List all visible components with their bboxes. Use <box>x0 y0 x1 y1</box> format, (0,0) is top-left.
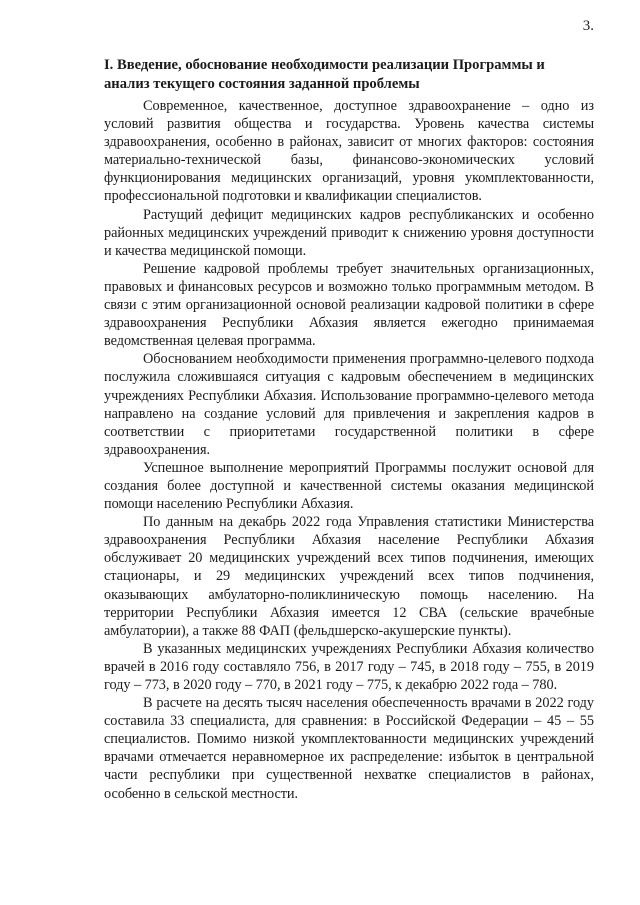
document-body <box>104 97 594 803</box>
paragraph: Растущий дефицит медицинских кадров республиканских и особенно районных медицинских учреждений приводит к снижению уровня доступности и качества медицинской помощи. <box>104 206 594 259</box>
paragraph: Современное, качественное, доступное здравоохранение – одно из условий развития общества и государства. Уровень качества системы здравоохранения, особенно в районах, зависит от многих факторов: состояния материально-технической базы, финансово-экономических условий функционирования медицинских организаций, уровня укомплектованности, профессиональной подготовки и квалификации специалистов. <box>104 98 594 205</box>
paragraph: Обоснованием необходимости применения программно-целевого подхода послужила сложившаяся ситуация с кадровым обеспечением в медицинских учреждениях Республики Абхазия. Использование программно-целевого метода направлено на создание условий для привлечения и закрепления кадров в соответствии с приоритетами государственной политики в сфере здравоохранения. <box>104 351 594 458</box>
paragraph: В расчете на десять тысяч населения обеспеченность врачами в 2022 году составила 33 специалиста, для сравнения: в Российской Федерации – 45 – 55 специалистов. Помимо низкой укомплектованности медицинских учреждений врачами отмечается неравномерное их распределение: избыток в центральной части республики при существенной нехватке специалистов в районах, особенно в сельской местности. <box>104 695 594 802</box>
paragraph: Решение кадровой проблемы требует значительных организационных, правовых и финансовых ресурсов и возможно только программным методом. В связи с этим организационной основой реализации кадровой политики в сфере здравоохранения Республики Абхазия является ежегодно принимаемая ведомственная целевая программа. <box>104 260 594 350</box>
paragraph: В указанных медицинских учреждениях Республики Абхазия количество врачей в 2016 году составляло 756, в 2017 году – 745, в 2018 году – 755, в 2019 году – 773, в 2020 году – 770, в 2021 году – 775, к декабрю 2022 года – 780. <box>104 640 594 693</box>
section-heading: I. Введение, обоснование необходимости реализации Программы и анализ текущего состояния заданной проблемы <box>104 57 545 92</box>
paragraph: Успешное выполнение мероприятий Программы послужит основой для создания более доступной и качественной системы оказания медицинской помощи населению Республики Абхазия. <box>104 459 594 513</box>
page-number: 3. <box>582 18 594 34</box>
paragraph: По данным на декабрь 2022 года Управления статистики Министерства здравоохранения Республики Абхазия население Республики Абхазия обслуживает 20 медицинских учреждений всех типов подчинения, имеющих стационары, и 29 медицинских учреждений всех типов подчинения, оказывающих амбулаторно-поликлиническую помощь населению. На территории Республики Абхазия имеется 12 СВА (сельские врачебные амбулатории), а также 88 ФАП (фельдшерско-акушерские пункты). <box>104 514 594 639</box>
